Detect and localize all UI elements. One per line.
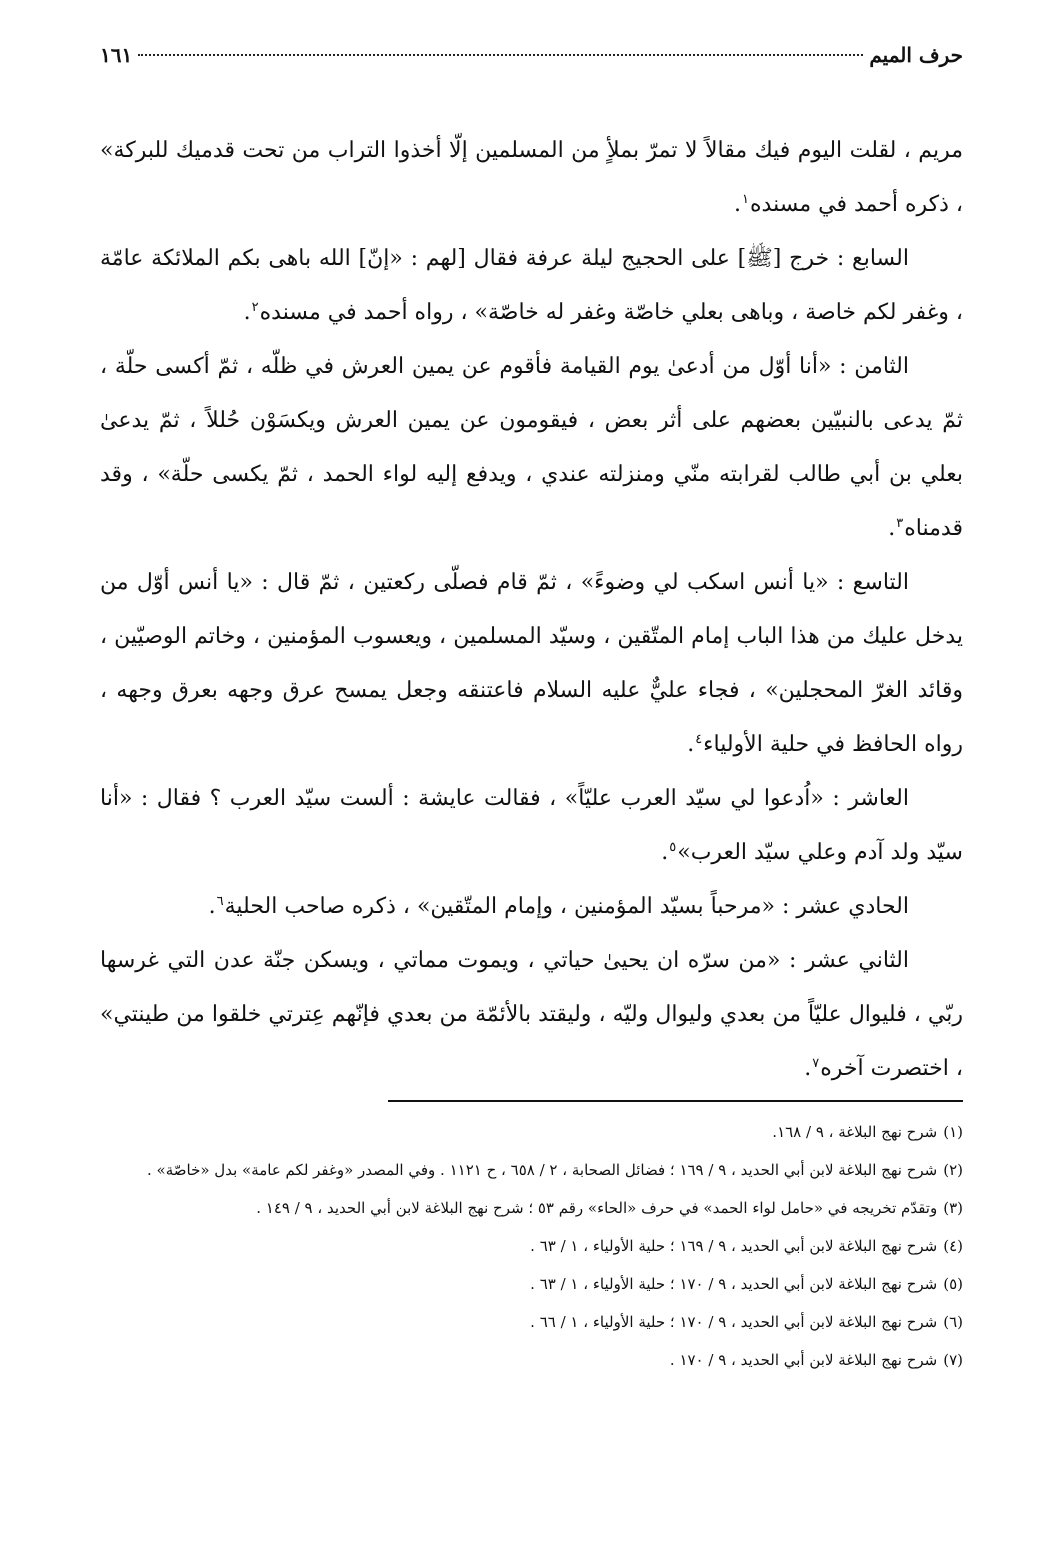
chapter-title: حرف الميم xyxy=(869,43,963,67)
footnote-text: شرح نهج البلاغة لابن أبي الحديد ، ٩ / ١٧٠ . xyxy=(669,1351,938,1369)
footnote-item xyxy=(100,1232,963,1260)
footnote-number: (٦) xyxy=(943,1313,963,1331)
paragraph: الثاني عشر : «من سرّه ان يحيىٰ حياتي ، ويموت مماتي ، ويسكن جنّة عدن التي غرسها ربّي ، فليوال عليّاً من بعدي وليوال وليّه ، وليقتد بالأئمّة من بعدي فإنّهم عِترتي خلقوا من طينتي» ، اختصرت آخره$^٧$. xyxy=(100,948,963,1081)
paragraph: الثامن : «أنا أوّل من أدعىٰ يوم القيامة فأقوم عن يمين العرش في ظلّه ، ثمّ أكسى حلّة ، ثمّ يدعى بالنبيّين بعضهم على أثر بعض ، فيقومون عن يمين العرش ويكسَوْن حُللاً ، ثمّ يدعىٰ بعلي بن أبي طالب لقرابته منّي ومنزلته عندي ، ويدفع إليه لواء الحمد ، ثمّ يكسى حلّة» ، وقد قدمناه$^٣$. xyxy=(100,354,963,541)
footnote-number: (٢) xyxy=(943,1161,963,1179)
footnote-text: شرح نهج البلاغة ، ٩ / ١٦٨. xyxy=(772,1123,938,1141)
footnote-item xyxy=(100,1118,963,1146)
leader-dots xyxy=(138,54,863,56)
footnote-item xyxy=(100,1308,963,1336)
footnote-ref[interactable]: ٤ xyxy=(695,731,703,747)
footnote-text: شرح نهج البلاغة لابن أبي الحديد ، ٩ / ١٧٠ ؛ حلية الأولياء ، ١ / ٦٦ . xyxy=(530,1313,938,1331)
footnote-separator xyxy=(388,1100,963,1102)
footnote-text: شرح نهج البلاغة لابن أبي الحديد ، ٩ / ١٧٠ ؛ حلية الأولياء ، ١ / ٦٣ . xyxy=(530,1275,938,1293)
main-text xyxy=(100,124,963,1096)
footnote-ref[interactable]: ٣ xyxy=(896,515,904,531)
running-header xyxy=(100,40,963,74)
footnote-item xyxy=(100,1270,963,1298)
paragraph: التاسع : «يا أنس اسكب لي وضوءً» ، ثمّ قام فصلّى ركعتين ، ثمّ قال : «يا أنس أوّل من يدخل عليك من هذا الباب إمام المتّقين ، وسيّد المسلمين ، ويعسوب المؤمنين ، وخاتم الوصيّين ، وقائد الغرّ المحجلين» ، فجاء عليٌّ عليه السلام فاعتنقه وجعل يمسح عرق وجهه بعرق وجهه ، رواه الحافظ في حلية الأولياء$^٤$. xyxy=(100,570,963,757)
paragraph: السابع : خرج [ﷺ] على الحجيج ليلة عرفة فقال [لهم : «إنّ] الله باهى بكم الملائكة عامّة ، وغفر لكم خاصة ، وباهى بعلي خاصّة وغفر له خاصّة» ، رواه أحمد في مسنده$^٢$. xyxy=(100,246,963,325)
footnote-ref[interactable]: ٦ xyxy=(216,893,224,909)
footnote-ref[interactable]: ٢ xyxy=(251,299,259,315)
page-number: ١٦١ xyxy=(100,43,133,67)
footnote-number: (١) xyxy=(943,1123,963,1141)
footnote-item xyxy=(100,1156,963,1184)
paragraph: العاشر : «اُدعوا لي سيّد العرب عليّاً» ، فقالت عايشة : ألست سيّد العرب ؟ فقال : «أنا سيّد ولد آدم وعلي سيّد العرب»$^٥$. xyxy=(100,786,963,865)
footnote-number: (٣) xyxy=(943,1199,963,1217)
footnote-text: شرح نهج البلاغة لابن أبي الحديد ، ٩ / ١٦٩ ؛ حلية الأولياء ، ١ / ٦٣ . xyxy=(530,1237,938,1255)
footnote-number: (٤) xyxy=(943,1237,963,1255)
paragraph: مريم ، لقلت اليوم فيك مقالاً لا تمرّ بملأٍ من المسلمين إلّا أخذوا التراب من تحت قدميك للبركة» ، ذكره أحمد في مسنده$^١$. xyxy=(100,138,963,217)
footnotes xyxy=(100,1118,963,1384)
footnote-number: (٧) xyxy=(943,1351,963,1369)
footnote-text: شرح نهج البلاغة لابن أبي الحديد ، ٩ / ١٦٩ ؛ فضائل الصحابة ، ٢ / ٦٥٨ ، ح ١١٢١ . وفي المصدر «وغفر لكم عامة» بدل «خاصّة» . xyxy=(147,1161,938,1179)
footnote-item xyxy=(100,1346,963,1374)
footnote-ref[interactable]: ٥ xyxy=(669,839,677,855)
footnote-ref[interactable]: ٧ xyxy=(812,1055,820,1071)
footnote-item xyxy=(100,1194,963,1222)
footnote-text: وتقدّم تخريجه في «حامل لواء الحمد» في حرف «الحاء» رقم ٥٣ ؛ شرح نهج البلاغة لابن أبي الحديد ، ٩ / ١٤٩ . xyxy=(256,1199,938,1217)
paragraph: الحادي عشر : «مرحباً بسيّد المؤمنين ، وإمام المتّقين» ، ذكره صاحب الحلية$^٦$. xyxy=(208,893,909,919)
footnote-ref[interactable]: ١ xyxy=(742,191,750,207)
footnote-number: (٥) xyxy=(943,1275,963,1293)
book-page xyxy=(100,40,963,1369)
